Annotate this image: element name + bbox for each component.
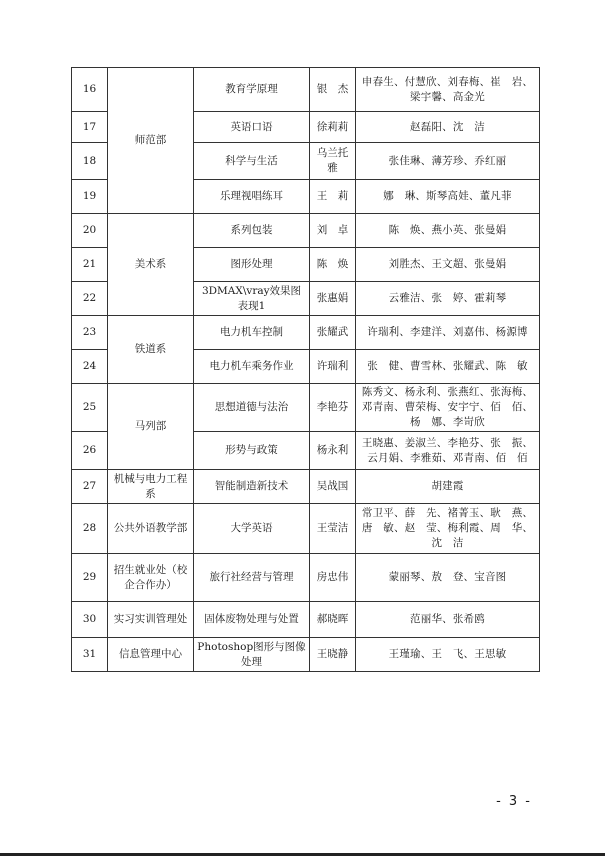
team-members: 云雅洁、张 婷、霍莉琴 [356, 282, 540, 316]
row-number: 16 [72, 68, 108, 112]
department-cell: 招生就业处（校企合作办） [108, 554, 194, 602]
department-cell: 师范部 [108, 68, 194, 214]
course-leader: 张惠娟 [310, 282, 356, 316]
course-leader: 杨永利 [310, 432, 356, 470]
course-name: 3DMAX\vray效果图表现1 [194, 282, 310, 316]
course-name: 思想道德与法治 [194, 384, 310, 432]
course-leader: 郝晓晖 [310, 602, 356, 638]
team-members: 王晓惠、姜淑兰、李艳芬、张 振、云月娟、李雅茹、邓青南、佰 佰 [356, 432, 540, 470]
department-cell: 美术系 [108, 214, 194, 316]
course-name: 电力机车控制 [194, 316, 310, 350]
row-number: 23 [72, 316, 108, 350]
team-members: 陈秀文、杨永利、张燕红、张海梅、邓青南、曹荣梅、安宇宁、佰 佰、杨 娜、李岢欣 [356, 384, 540, 432]
course-name: 科学与生活 [194, 143, 310, 180]
course-leader: 陈 焕 [310, 248, 356, 282]
team-members: 范丽华、张希鸥 [356, 602, 540, 638]
table-row [72, 384, 540, 432]
course-leader: 王晓静 [310, 638, 356, 672]
team-members: 娜 琳、斯琴高娃、董凡菲 [356, 180, 540, 214]
row-number: 19 [72, 180, 108, 214]
course-leader: 徐莉莉 [310, 112, 356, 143]
row-number: 24 [72, 350, 108, 384]
row-number: 29 [72, 554, 108, 602]
row-number: 21 [72, 248, 108, 282]
table-row [72, 470, 540, 504]
row-number: 28 [72, 504, 108, 554]
course-leader: 房忠伟 [310, 554, 356, 602]
table-row [72, 602, 540, 638]
row-number: 18 [72, 143, 108, 180]
table-row [72, 554, 540, 602]
course-leader: 王 莉 [310, 180, 356, 214]
course-leader: 刘 卓 [310, 214, 356, 248]
department-cell: 信息管理中心 [108, 638, 194, 672]
course-name: 教育学原理 [194, 68, 310, 112]
row-number: 27 [72, 470, 108, 504]
course-team-table [71, 67, 540, 672]
team-members: 胡建霞 [356, 470, 540, 504]
course-name: 智能制造新技术 [194, 470, 310, 504]
team-members: 张佳琳、薄芳珍、乔红丽 [356, 143, 540, 180]
course-name: 乐理视唱练耳 [194, 180, 310, 214]
team-members: 赵磊阳、沈 洁 [356, 112, 540, 143]
team-members: 张 健、曹雪林、张耀武、陈 敏 [356, 350, 540, 384]
course-name: 固体废物处理与处置 [194, 602, 310, 638]
course-name: 旅行社经营与管理 [194, 554, 310, 602]
course-leader: 李艳芬 [310, 384, 356, 432]
course-leader: 王莹洁 [310, 504, 356, 554]
team-members: 刘胜杰、王文超、张曼娟 [356, 248, 540, 282]
team-members: 陈 焕、燕小英、张曼娟 [356, 214, 540, 248]
department-cell: 机械与电力工程系 [108, 470, 194, 504]
department-cell: 公共外语教学部 [108, 504, 194, 554]
department-cell: 铁道系 [108, 316, 194, 384]
row-number: 17 [72, 112, 108, 143]
department-cell: 实习实训管理处 [108, 602, 194, 638]
course-name: Photoshop图形与图像处理 [194, 638, 310, 672]
course-name: 电力机车乘务作业 [194, 350, 310, 384]
team-members: 蒙丽琴、敖 登、宝音图 [356, 554, 540, 602]
course-leader: 许瑞利 [310, 350, 356, 384]
table-row [72, 316, 540, 350]
course-leader: 吴战国 [310, 470, 356, 504]
row-number: 22 [72, 282, 108, 316]
team-members: 许瑞利、李建洋、刘嘉伟、杨源博 [356, 316, 540, 350]
table-row [72, 214, 540, 248]
course-name: 大学英语 [194, 504, 310, 554]
course-name: 图形处理 [194, 248, 310, 282]
team-members: 申春生、付慧欣、刘春梅、崔 岩、梁宇馨、高金光 [356, 68, 540, 112]
team-members: 王瑾瑜、王 飞、王思敏 [356, 638, 540, 672]
table-row [72, 68, 540, 112]
course-name: 系列包装 [194, 214, 310, 248]
row-number: 30 [72, 602, 108, 638]
department-cell: 马列部 [108, 384, 194, 470]
course-name: 英语口语 [194, 112, 310, 143]
row-number: 20 [72, 214, 108, 248]
table-row [72, 638, 540, 672]
course-name: 形势与政策 [194, 432, 310, 470]
course-leader: 银 杰 [310, 68, 356, 112]
course-leader: 张耀武 [310, 316, 356, 350]
row-number: 25 [72, 384, 108, 432]
team-members: 常卫平、薛 先、褚菁玉、耿 燕、唐 敏、赵 莹、梅利霞、周 华、沈 洁 [356, 504, 540, 554]
course-leader: 乌兰托雅 [310, 143, 356, 180]
page-number: - 3 - [496, 794, 532, 809]
row-number: 31 [72, 638, 108, 672]
row-number: 26 [72, 432, 108, 470]
table-row [72, 504, 540, 554]
